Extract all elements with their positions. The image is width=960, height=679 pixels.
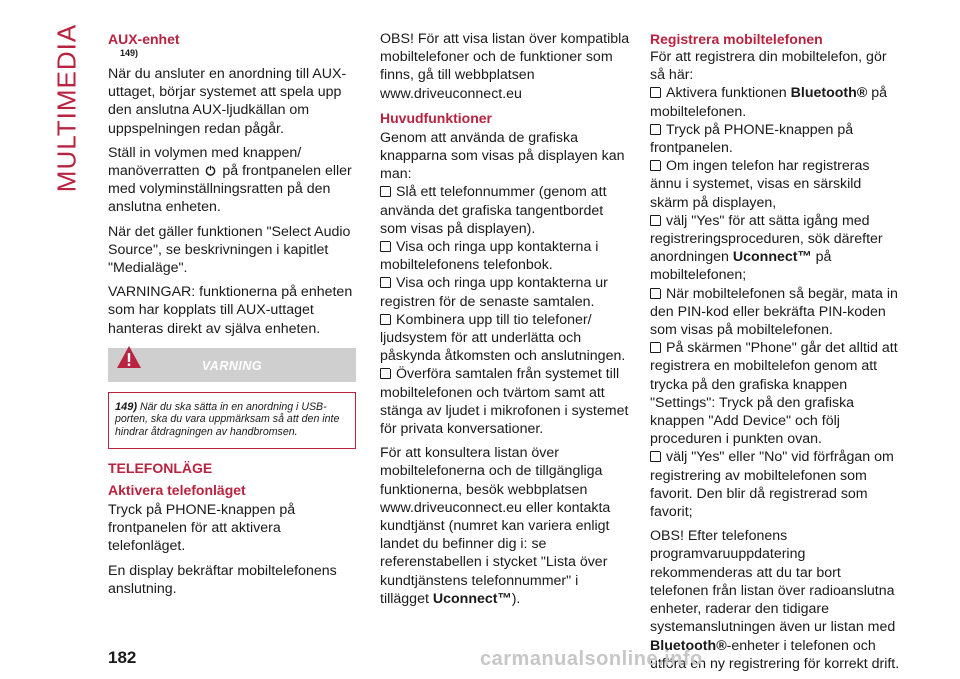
list-item: Aktivera funktionen Bluetooth® på mobiltelefonen. [650, 85, 888, 120]
aux-reference: 149) [120, 48, 139, 58]
checkbox-icon [380, 241, 391, 252]
update-note: OBS! Efter telefonens programvaruuppdatering rekommenderas att du tar bort telefonen från listan över radioanslutna enheter, raderar den tidigare systemanslutningen även ur listan med Bluetooth®-enheter i telefonen och utföra en ny registrering för korrekt drift. [650, 528, 900, 672]
column-3 [650, 30, 902, 679]
aux-paragraph-4: VARNINGAR: funktionerna på enheten som har kopplats till AUX-uttaget hanteras direkt av själva enheten. [108, 284, 353, 337]
list-item: Slå ett telefonnummer (genom att använda det grafiska tangentbordet som visas på displayen). [380, 184, 607, 237]
main-functions-list [380, 183, 630, 438]
list-item: Om ingen telefon har registreras ännu i systemet, visas en särskild skärm på displayen, [650, 158, 870, 211]
column-1 [108, 30, 356, 604]
list-item: välj "Yes" för att sätta igång med registreringsproceduren, sök därefter anordningen Uconnect™ på mobiltelefonen; [650, 212, 883, 284]
main-functions-heading: Huvudfunktioner [380, 109, 492, 126]
checkbox-icon [650, 451, 661, 462]
phone-paragraph-2: En display bekräftar mobiltelefonens anslutning. [108, 562, 337, 597]
warning-number: 149) [115, 400, 138, 413]
list-item: Kombinera upp till tio telefoner/ ljudsystem för att underlätta och påskynda åtkomsten och anslutningen. [380, 311, 626, 365]
watermark: carmanualsonline.info [480, 648, 703, 670]
activate-phone-heading: Aktivera telefonläget [108, 482, 246, 499]
checkbox-icon [380, 277, 391, 288]
warning-label: VARNING [201, 358, 263, 373]
register-intro: För att registrera din mobiltelefon, gör så här: [650, 49, 887, 84]
checkbox-icon [650, 124, 661, 135]
phone-mode-heading: TELEFONLÄGE [108, 460, 213, 477]
list-item: På skärmen "Phone" går det alltid att registrera en mobiltelefon genom att trycka på den grafiska knappen "Settings": Tryck på den grafiska knappen "Add Device" och följ proceduren i punkten ovan. [650, 340, 898, 448]
list-item: Visa och ringa upp kontakterna ur registren för de senaste samtalen. [380, 275, 608, 310]
list-item: När mobiltelefonen så begär, mata in den PIN-kod eller bekräfta PIN-koden som visas på mobiltelefonen. [650, 285, 898, 339]
list-item: Överföra samtalen från systemet till mobiltelefonen och tvärtom samt att stänga av ljudet i mikrofonen i systemet för privata konversationer. [380, 366, 629, 438]
checkbox-icon [650, 87, 661, 98]
phone-paragraph-1: Tryck på PHONE-knappen på frontpanelen för att aktivera telefonläget. [108, 502, 296, 555]
checkbox-icon [650, 342, 661, 353]
checkbox-icon [380, 186, 391, 197]
side-tab-label: MULTIMEDIA [51, 23, 82, 193]
checkbox-icon [650, 215, 661, 226]
list-item: Tryck på PHONE-knappen på frontpanelen. [650, 121, 854, 157]
uconnect-brand: Uconnect™ [432, 590, 512, 607]
checkbox-icon [650, 160, 661, 171]
aux-paragraph-3: När det gäller funktionen "Select Audio Source", se beskrivningen i kapitlet "Medialäge". [108, 223, 351, 277]
warning-bar [108, 348, 356, 382]
main-functions-intro: Genom att använda de grafiska knapparna som visas på displayen kan man: [380, 129, 625, 183]
checkbox-icon [380, 314, 391, 325]
list-item: välj "Yes" eller "No" vid förfrågan om registrering av mobiltelefonen som favorit. Den blir då registrerad som favorit; [650, 449, 894, 521]
bluetooth-brand: Bluetooth® [650, 637, 727, 654]
column-2 [380, 30, 630, 614]
warning-box [108, 392, 356, 449]
aux-paragraph-2: Ställ in volymen med knappen/ manöverratten på frontpanelen eller med volyminställningsratten på den anslutna enheten. [108, 144, 352, 216]
power-knob-icon [205, 165, 216, 176]
compat-list-paragraph: För att konsultera listan över mobiltelefonerna och de tillgängliga funktionerna, besök webbplatsen www.driveuconnect.eu eller kontakta kundtjänst (numret kan variera enligt landet du befinner dig i: se referenstabellen i stycket "Lista över kundtjänstens telefonnummer" i tillägget Uconnect™). [380, 445, 611, 607]
warning-text: När du ska sätta in en anordning i USB-porten, ska du vara uppmärksam så att den inte hindrar åtdragningen av handbromsen. [115, 400, 340, 438]
checkbox-icon [380, 368, 391, 379]
register-phone-heading: Registrera mobiltelefonen [650, 31, 823, 47]
aux-heading: AUX-enhet [108, 31, 180, 47]
compat-note: OBS! För att visa listan över kompatibla mobiltelefoner och de funktioner som finns, gå till webbplatsen www.driveuconnect.eu [380, 31, 630, 102]
page-number: 182 [108, 648, 137, 667]
section-side-tab [51, 23, 82, 193]
checkbox-icon [650, 288, 661, 299]
list-item: Visa och ringa upp kontakterna i mobiltelefonens telefonbok. [380, 239, 599, 274]
aux-paragraph-1: När du ansluter en anordning till AUX-uttaget, börjar systemet att spela upp den anslutna AUX-ljudkällan om uppspelningen redan pågår. [108, 66, 347, 137]
